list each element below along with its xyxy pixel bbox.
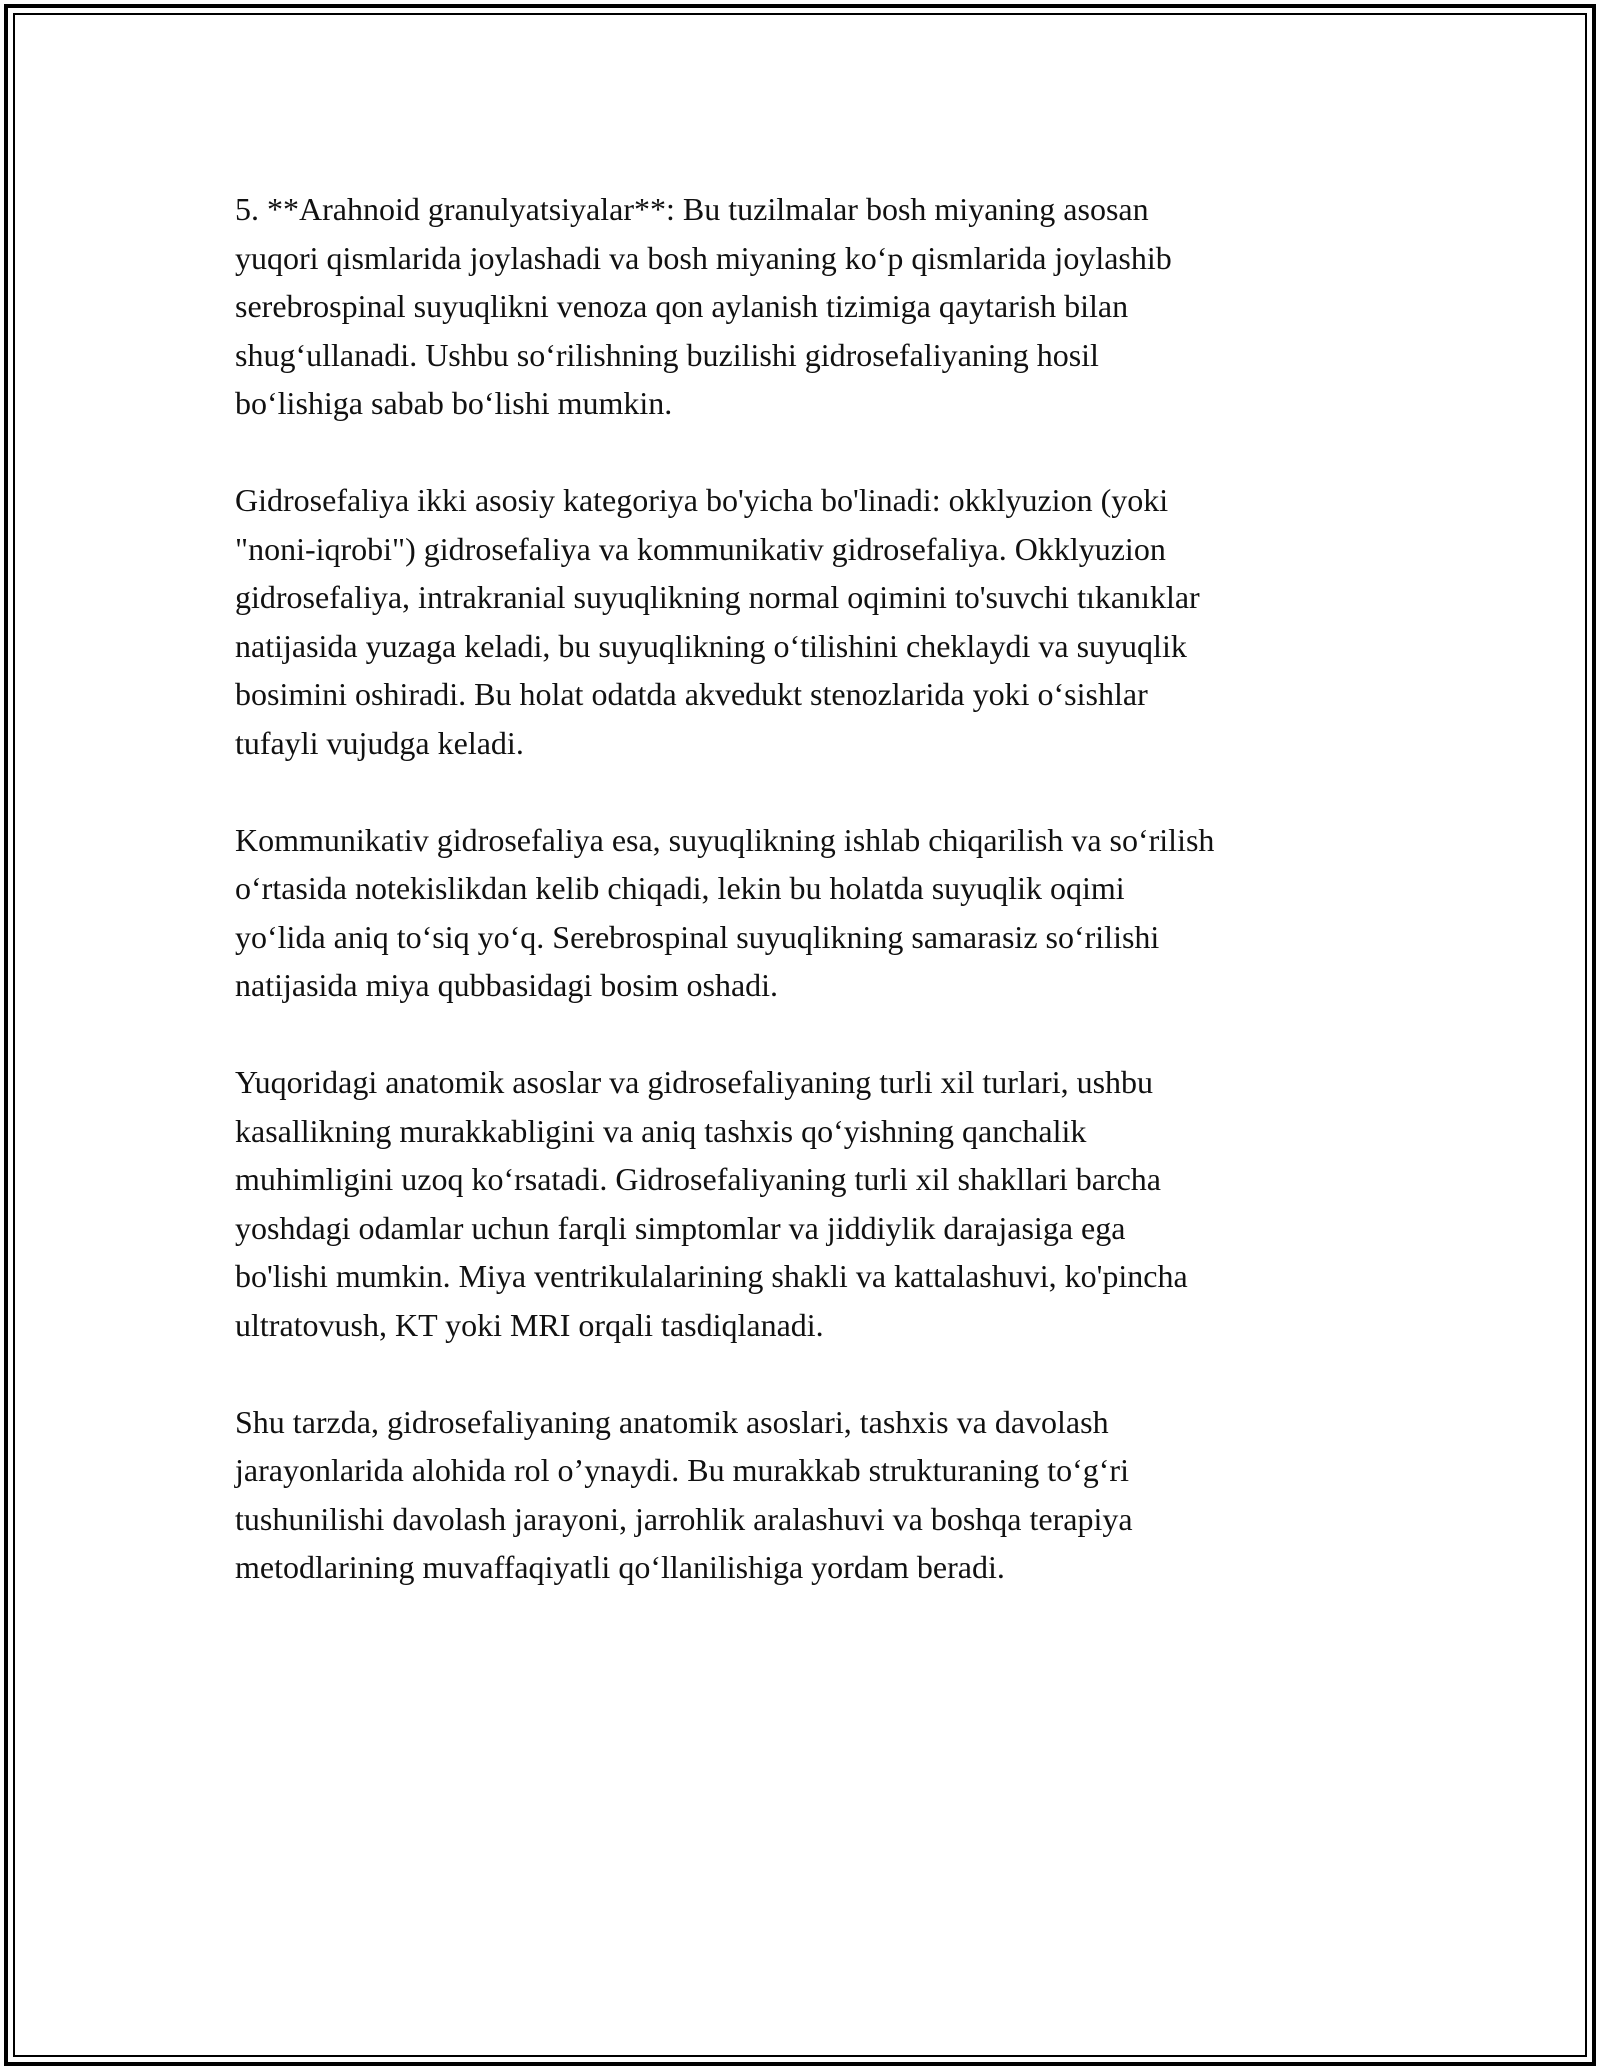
paragraph-hydrocephalus-categories: Gidrosefaliya ikki asosiy kategoriya bo'yicha bo'linadi: okklyuzion (yoki "noni-iqrobi") gidrosefaliya va kommunikativ gidrosefaliya. Okklyuzion gidrosefaliya, intrakranial suyuqlikning normal oqimini to'suvchi tıkanıklar natijasida yuzaga keladi, bu suyuqlikning o‘tilishini cheklaydi va suyuqlik bosimini oshiradi. Bu holat odatda akvedukt stenozlarida yoki o‘sishlar tufayli vujudga keladi. <box>235 482 1200 761</box>
document-body <box>235 185 1370 1640</box>
paragraph-anatomical-basis: Yuqoridagi anatomik asoslar va gidrosefaliyaning turli xil turlari, ushbu kasallikning murakkabligini va aniq tashxis qo‘yishning qanchalik muhimligini uzoq ko‘rsatadi. Gidrosefaliyaning turli xil shakllari barcha yoshdagi odamlar uchun farqli simptomlar va jiddiylik darajasiga ega bo'lishi mumkin. Miya ventrikulalarining shakli va kattalashuvi, ko'pincha ultratovush, KT yoki MRI orqali tasdiqlanadi. <box>235 1064 1188 1343</box>
paragraph-arachnoid-granulations: 5. **Arahnoid granulyatsiyalar**: Bu tuzilmalar bosh miyaning asosan yuqori qismlarida joylashadi va bosh miyaning ko‘p qismlarida joylashib serebrospinal suyuqlikni venoza qon aylanish tizimiga qaytarish bilan shug‘ullanadi. Ushbu so‘rilishning buzilishi gidrosefaliyaning hosil bo‘lishiga sabab bo‘lishi mumkin. <box>235 191 1172 421</box>
paragraph-communicating-hydrocephalus: Kommunikativ gidrosefaliya esa, suyuqlikning ishlab chiqarilish va so‘rilish o‘rtasida notekislikdan kelib chiqadi, lekin bu holatda suyuqlik oqimi yo‘lida aniq to‘siq yo‘q. Serebrospinal suyuqlikning samarasiz so‘rilishi natijasida miya qubbasidagi bosim oshadi. <box>235 821 1215 1003</box>
paragraph-conclusion: Shu tarzda, gidrosefaliyaning anatomik asoslari, tashxis va davolash jarayonlarida alohida rol o’ynaydi. Bu murakkab strukturaning to‘g‘ri tushunilishi davolash jarayoni, jarrohlik aralashuvi va boshqa terapiya metodlarining muvaffaqiyatli qo‘llanilishiga yordam beradi. <box>235 1403 1133 1585</box>
